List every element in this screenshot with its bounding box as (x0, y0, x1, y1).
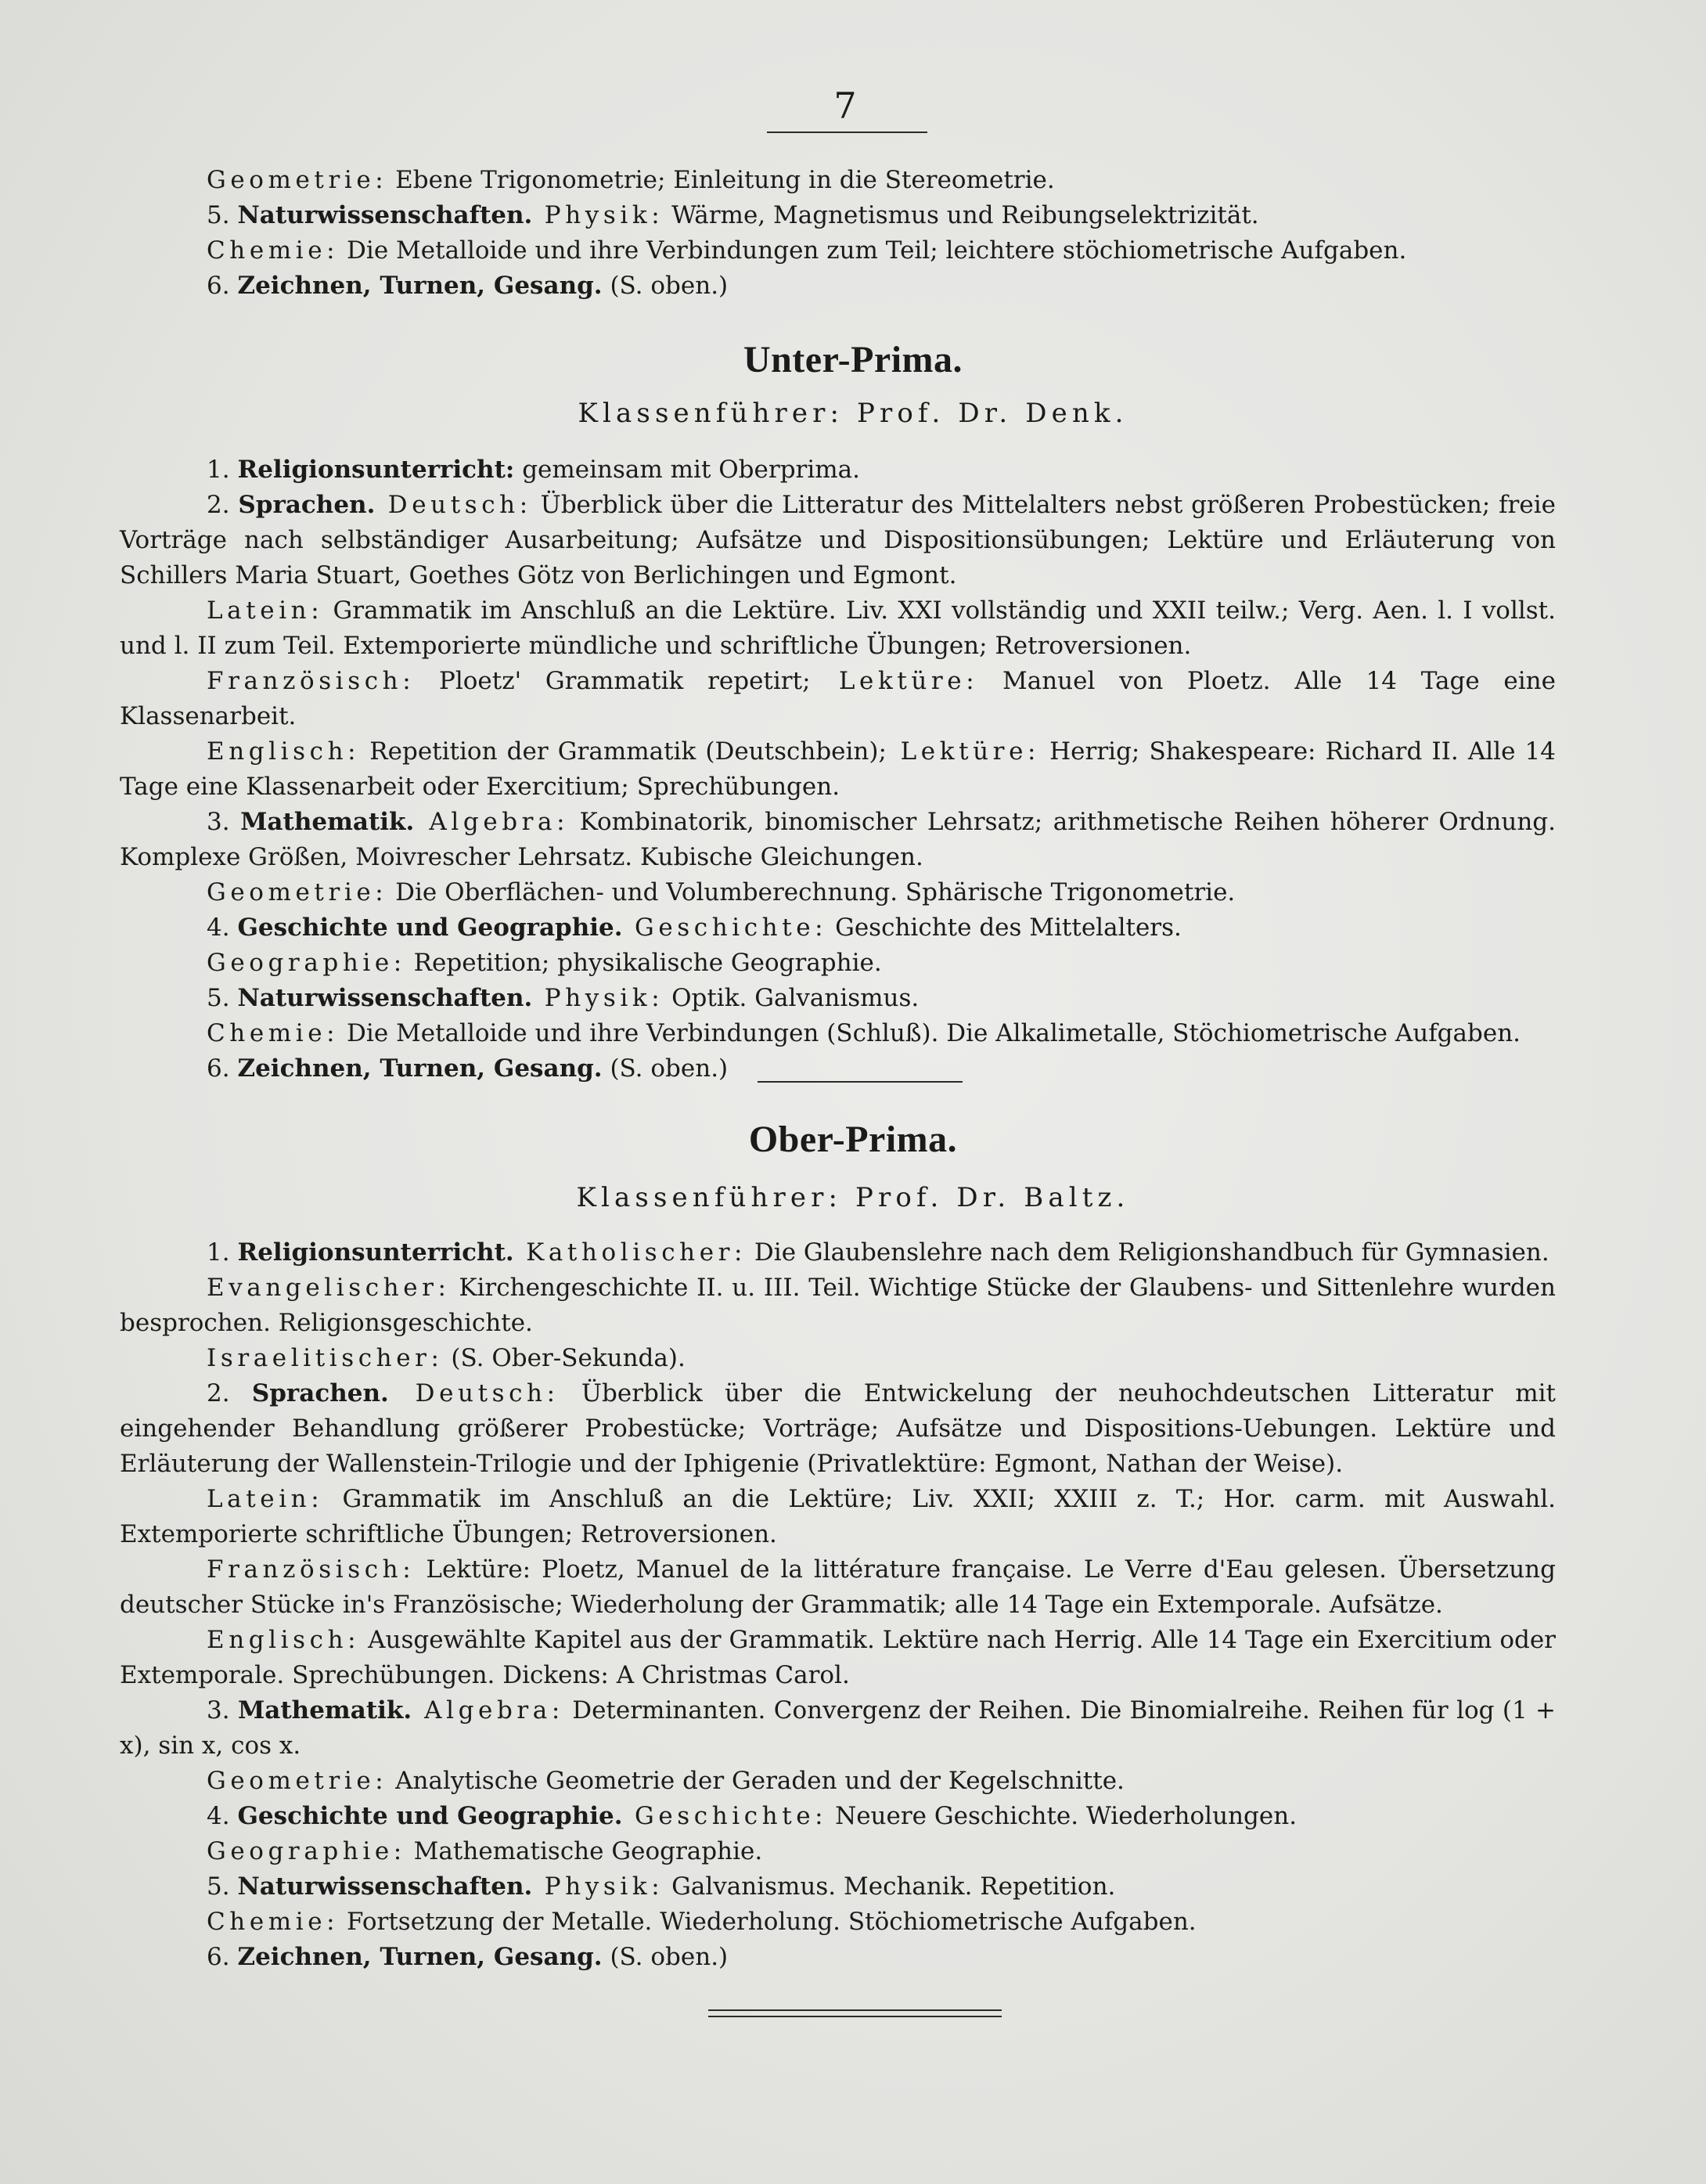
end-double-rule-bottom (708, 2016, 1002, 2017)
mathematik-paragraph: 3. Mathematik. Algebra: Determinanten. Convergenz der Reihen. Die Binomialreihe. Reihen für log (1 + x), sin x, cos x. (120, 1696, 1557, 1760)
latein-paragraph: Latein: Grammatik im Anschluß an die Lektüre. Liv. XXI vollständig und XXII teilw.; Verg. Aen. l. I vollst. und l. II zum Teil. Extemporierte mündliche und schriftliche Übungen; Retroversionen. (120, 596, 1556, 660)
evangelisch-paragraph: Evangelischer: Kirchengeschichte II. u. III. Teil. Wichtige Stücke der Glaubens- und Sittenlehre wurden besprochen. Religionsgeschichte. (120, 1274, 1556, 1337)
header-rule (767, 132, 927, 133)
religion-line: 1. Religionsunterricht: gemeinsam mit Oberprima. (207, 456, 861, 484)
unter-prima-klassenfuehrer: Klassenführer: Prof. Dr. Denk. (578, 398, 1128, 429)
ober-prima-klassenfuehrer: Klassenführer: Prof. Dr. Baltz. (576, 1182, 1130, 1213)
englisch-paragraph: Englisch: Ausgewählte Kapitel aus der Grammatik. Lektüre nach Herrig. Alle 14 Tage ein Exercitium oder Extemporale. Sprechübungen. Dickens: A Christmas Carol. (120, 1626, 1556, 1689)
naturwissenschaften-line: 5. Naturwissenschaften. Physik: Optik. Galvanismus. (207, 984, 920, 1012)
naturwissenschaften-line: 5. Naturwissenschaften. Physik: Galvanismus. Mechanik. Repetition. (207, 1872, 1116, 1901)
englisch-paragraph: Englisch: Repetition der Grammatik (Deutschbein); Lektüre: Herrig; Shakespeare: Richard II. Alle 14 Tage eine Klassenarbeit oder Exercitium; Sprechübungen. (120, 737, 1557, 801)
franzoesisch-paragraph: Französisch: Lektüre: Ploetz, Manuel de la littérature française. Le Verre d'Eau gelesen. Übersetzung deutscher Stücke in's Französische; Wiederholung der Grammatik; alle 14 Tage ein Extemporale. Aufsätze. (120, 1555, 1556, 1619)
naturwissenschaften-line: 5. Naturwissenschaften. Physik: Wärme, Magnetismus und Reibungselektrizität. (207, 201, 1259, 229)
unter-prima-heading: Unter-Prima. (743, 339, 963, 380)
sprachen-paragraph: 2. Sprachen. Deutsch: Überblick über die Litteratur des Mittelalters nebst größeren Probestücken; freie Vorträge nach selbständiger Ausarbeitung; Aufsätze und Dispositionsübungen; Lektüre und Erläuterung von Schillers Maria Stuart, Goethes Götz von Berlichingen und Egmont. (120, 491, 1556, 589)
chemie-line: Chemie: Fortsetzung der Metalle. Wiederholung. Stöchiometrische Aufgaben. (207, 1908, 1197, 1936)
geographie-line: Geographie: Mathematische Geographie. (207, 1837, 763, 1865)
section-divider-rule (758, 1081, 963, 1083)
geschichte-line: 4. Geschichte und Geographie. Geschichte: Neuere Geschichte. Wiederholungen. (207, 1802, 1297, 1830)
sprachen-paragraph: 2. Sprachen. Deutsch: Überblick über die Entwickelung der neuhochdeutschen Litteratur mit eingehender Behandlung größerer Probestücke; Vorträge; Aufsätze und Dispositions-Uebungen. Lektüre und Erläuterung der Wallenstein-Trilogie und der Iphigenie (Privatlektüre: Egmont, Nathan der Weise). (120, 1379, 1556, 1478)
israelitisch-line: Israelitischer: (S. Ober-Sekunda). (207, 1344, 686, 1372)
ober-prima-heading: Ober-Prima. (748, 1119, 958, 1160)
latein-paragraph: Latein: Grammatik im Anschluß an die Lektüre; Liv. XXII; XXIII z. T.; Hor. carm. mit Auswahl. Extemporierte schriftliche Übungen; Retroversionen. (120, 1485, 1556, 1548)
unter-prima-section (120, 452, 1556, 1087)
end-double-rule-top (708, 2009, 1002, 2011)
geographie-line: Geographie: Repetition; physikalische Geographie. (207, 949, 882, 977)
mathematik-paragraph: 3. Mathematik. Algebra: Kombinatorik, binomischer Lehrsatz; arithmetische Reihen höherer Ordnung. Komplexe Größen, Moivrescher Lehrsatz. Kubische Gleichungen. (120, 808, 1557, 871)
geometrie-line: Geometrie: Analytische Geometrie der Geraden und der Kegelschnitte. (207, 1767, 1125, 1795)
geometrie-line: Geometrie: Die Oberflächen- und Volumberechnung. Sphärische Trigonometrie. (207, 878, 1236, 906)
zeichnen-line: 6. Zeichnen, Turnen, Gesang. (S. oben.) (207, 1054, 729, 1083)
franzoesisch-line: Französisch: Ploetz' Grammatik repetirt; Lektüre: Manuel von Ploetz. Alle 14 Tage eine Klassenarbeit. (120, 667, 1556, 730)
geschichte-line: 4. Geschichte und Geographie. Geschichte: Geschichte des Mittelalters. (207, 914, 1182, 942)
top-continuation (120, 163, 1556, 304)
zeichnen-line: 6. Zeichnen, Turnen, Gesang. (S. oben.) (207, 1943, 729, 1971)
ober-prima-section (120, 1235, 1556, 1975)
geometrie-line: Geometrie: Ebene Trigonometrie; Einleitung in die Stereometrie. (207, 166, 1055, 194)
page-number: 7 (833, 85, 857, 127)
chemie-line: Chemie: Die Metalloide und ihre Verbindungen zum Teil; leichtere stöchiometrische Aufgaben. (207, 236, 1407, 265)
chemie-line: Chemie: Die Metalloide und ihre Verbindungen (Schluß). Die Alkalimetalle, Stöchiometrische Aufgaben. (207, 1019, 1521, 1047)
zeichnen-line: 6. Zeichnen, Turnen, Gesang. (S. oben.) (207, 272, 729, 300)
religion-line: 1. Religionsunterricht. Katholischer: Die Glaubenslehre nach dem Religionshandbuch für Gymnasien. (207, 1238, 1549, 1267)
